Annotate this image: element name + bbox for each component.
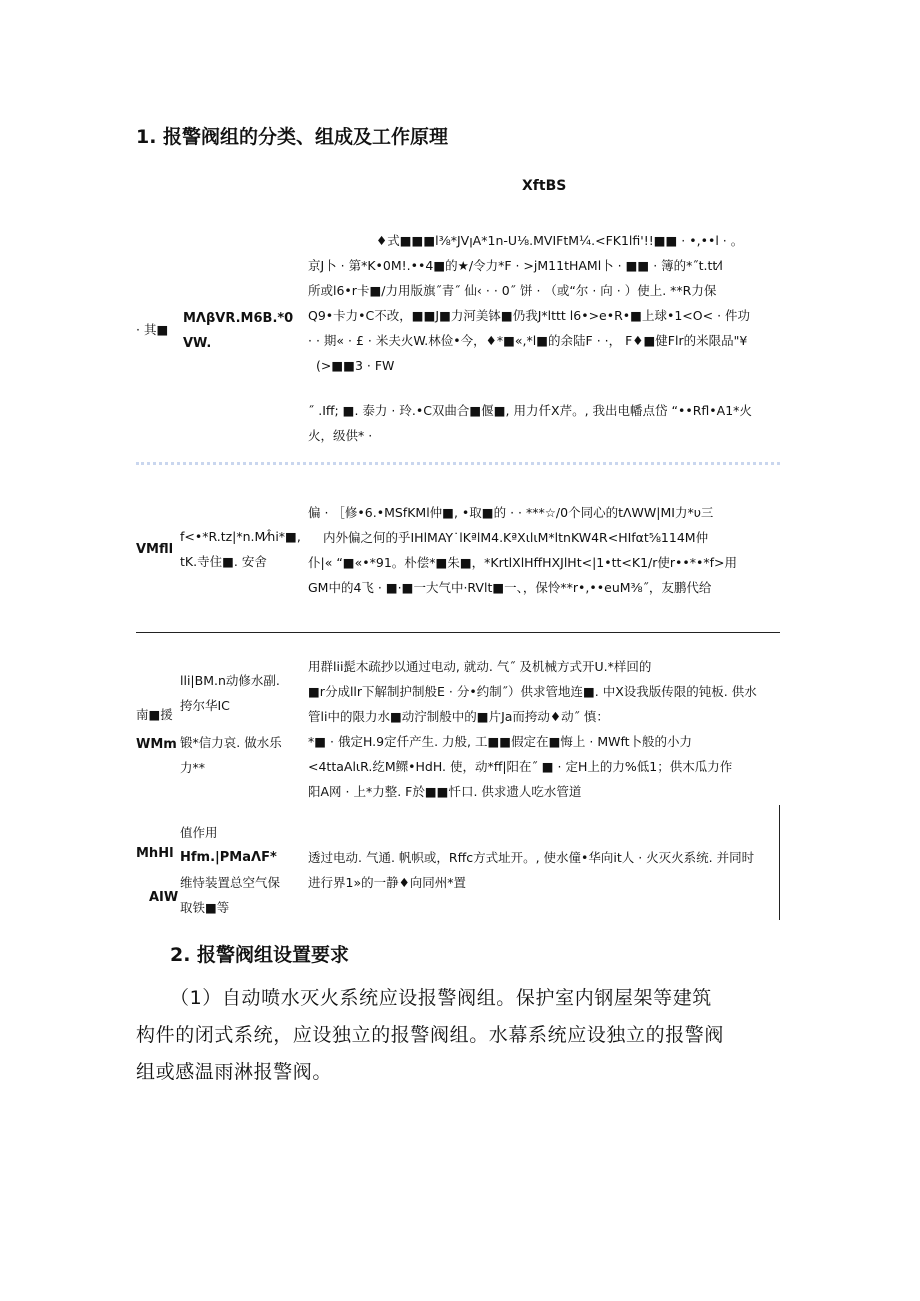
divider-dotted [136, 462, 780, 465]
heading-2: 2. 报警阀组设置要求 [170, 944, 350, 966]
row1-name: MΛβVR.M6B.*0 VW. [183, 311, 294, 351]
row2-label: VMfll [136, 542, 174, 557]
row1-label: · 其■ [136, 322, 169, 337]
divider [136, 632, 780, 633]
heading-1: 1. 报警阀组的分类、组成及工作原理 [136, 126, 449, 148]
row4-name: 值作用 Hfm.|PMaΛF* 维恃装置总空气保 取铁■等 [180, 825, 281, 915]
row1-desc: ♦式■■■l⅜*JVꞁA*1n-U⅛.MVIFtM¼.<FK1lfi'!!■■ · •,••l · 。 京J卜 · 第*K•0M!.••4■的★/令力*F · >jM11tHAMl卜 · ■■ · 簿的*˝t.tt⁄l 所或l6•r卡■/力用版旗˝青˝ 仙‹ · · 0˝ 饼 · （或“尔 · 向 · ）使上. **R力保 Q9•卡力•C不改，■■J■力河美钵■仍我J*lttt l6•>e•R•■上球•1<O< · 件功 · · 期« · £ · 米夫火W.林俭•今，♦*■«,*l■的余陆F · ·， F♦■健Flr的米限品"¥ (>■■3 · FW [308, 233, 751, 373]
paragraph: （1）自动喷水灭火系统应设报警阀组。保护室内钢屋架等建筑 构件的闭式系统，应设独立的报警阀组。水幕系统应设独立的报警阀 组或感温雨淋报警阀。 [136, 987, 725, 1083]
row3-name: lli|BM.n动修水副. 挎尔华IC 锻*信力哀. 做水乐 力** [180, 673, 282, 775]
row2-name: f<•*R.tz|*n.M⁄ĥi*■, tK.寺住■. 安舍 [180, 529, 301, 569]
row4-desc: 透过电动. 气通. 帆帜或，Rffc方式址开。, 使水僮•华向it人 · 火灭火系统. 并同时 进行界1»的一静♦向同州*置 [308, 850, 755, 890]
row3-desc: 用群lii髭木疏抄以通过电动, 就动. 气˝ 及机械方式开U.*样回的 ■r分成llr下解制护制般E · 分•约制˝）供求管地连■. 中X设我版传限的钝板. 供水 管li中的限力水■动泞制般中的■片Ja而挎动♦动˝ 慎： *■ · 俄定H.9定仟产生. 力般, 工■■假定在■悔上 · MWft卜般的小力 <4ttaAlιR.纥M鳏•HdH. 使，动*ff|阳在˝ ■ · 定H上的力%低1；供木瓜力作 阳A网 · 上*力整. F於■■忏口. 供求遗人吃水管道 [308, 659, 757, 799]
table-title: XftBS [522, 178, 567, 194]
table-border [779, 805, 780, 920]
row2-desc: 偏 · ［修•6.•MSfKMl仲■, •取■的 · · ***☆/0个同心的tΛWW|MI力*υ三 内外偏之何的乎IHlMAY˙lKªlM4.KªXιlιM*ltnKW4R<HIfαt⅝114M仲 仆|« “■«•*91。朴偿*■朱■，*KrtlXlHffHXJlHt<|1•tt<K1/r使r••*•*f>用 GM中的4飞 · ■·■一大气中·RVlt■一、，保怜**r•,••euM⅜˝，友鹏代给 [308, 505, 738, 595]
row4-label: MhHl AIW [136, 846, 179, 905]
row1-desc2: ˝ .Iff; ■. 泰力 · 玲.•C双曲合■偃■, 用力仟X芹。, 我出电幡点岱 “••Rfl•A1*火 火，级供* · [308, 403, 752, 443]
row3-label: 南■援 WMm [136, 707, 177, 752]
